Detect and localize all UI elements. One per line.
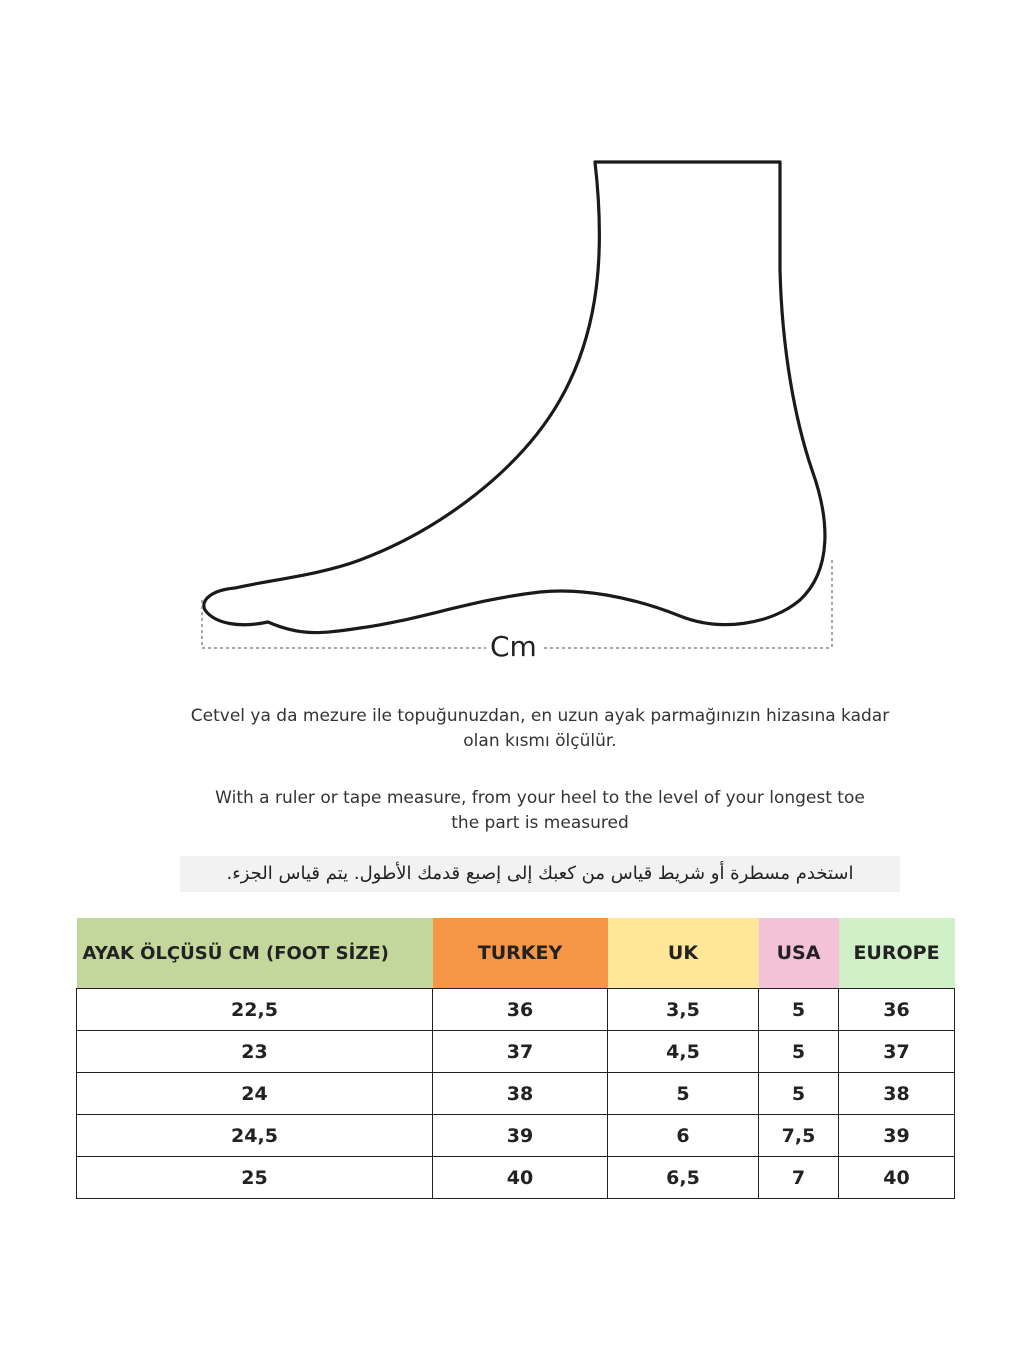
header-usa: USA: [759, 918, 839, 989]
cell-europe: 38: [839, 1073, 955, 1115]
header-uk: UK: [608, 918, 759, 989]
instruction-turkish: [140, 704, 940, 754]
table-header-row: [77, 918, 955, 989]
table-row: [77, 1031, 955, 1073]
cell-turkey: 37: [433, 1031, 608, 1073]
cell-europe: 37: [839, 1031, 955, 1073]
instruction-en-line-2: the part is measured: [451, 813, 629, 833]
instruction-en-line-1: With a ruler or tape measure, from your heel to the level of your longest toe: [215, 788, 865, 808]
cell-uk: 6,5: [608, 1157, 759, 1199]
cell-uk: 5: [608, 1073, 759, 1115]
cell-usa: 7: [759, 1157, 839, 1199]
cell-foot-size: 24,5: [77, 1115, 433, 1157]
header-foot-size: AYAK ÖLÇÜSÜ CM (FOOT SİZE): [77, 918, 433, 989]
cell-foot-size: 22,5: [77, 989, 433, 1031]
cell-uk: 6: [608, 1115, 759, 1157]
cell-turkey: 38: [433, 1073, 608, 1115]
cell-usa: 7,5: [759, 1115, 839, 1157]
foot-outline: [204, 162, 825, 633]
instruction-tr-line-2: olan kısmı ölçülür.: [463, 731, 617, 751]
cell-europe: 36: [839, 989, 955, 1031]
cell-usa: 5: [759, 1073, 839, 1115]
table-row: [77, 1115, 955, 1157]
cell-foot-size: 25: [77, 1157, 433, 1199]
instruction-arabic: استخدم مسطرة أو شريط قياس من كعبك إلى إصبع قدمك الأطول. يتم قياس الجزء.: [180, 856, 900, 892]
cell-turkey: 39: [433, 1115, 608, 1157]
cm-label: Cm: [486, 630, 541, 663]
cell-europe: 39: [839, 1115, 955, 1157]
cell-europe: 40: [839, 1157, 955, 1199]
cell-foot-size: 24: [77, 1073, 433, 1115]
cell-uk: 4,5: [608, 1031, 759, 1073]
cell-turkey: 36: [433, 989, 608, 1031]
cell-uk: 3,5: [608, 989, 759, 1031]
cell-foot-size: 23: [77, 1031, 433, 1073]
table-row: [77, 989, 955, 1031]
header-europe: EUROPE: [839, 918, 955, 989]
instruction-tr-line-1: Cetvel ya da mezure ile topuğunuzdan, en uzun ayak parmağınızın hizasına kadar: [190, 706, 890, 726]
cell-usa: 5: [759, 989, 839, 1031]
size-chart-table: [76, 918, 955, 1199]
cell-usa: 5: [759, 1031, 839, 1073]
cell-turkey: 40: [433, 1157, 608, 1199]
header-turkey: TURKEY: [433, 918, 608, 989]
instruction-english: [140, 786, 940, 836]
table-row: [77, 1157, 955, 1199]
table-row: [77, 1073, 955, 1115]
